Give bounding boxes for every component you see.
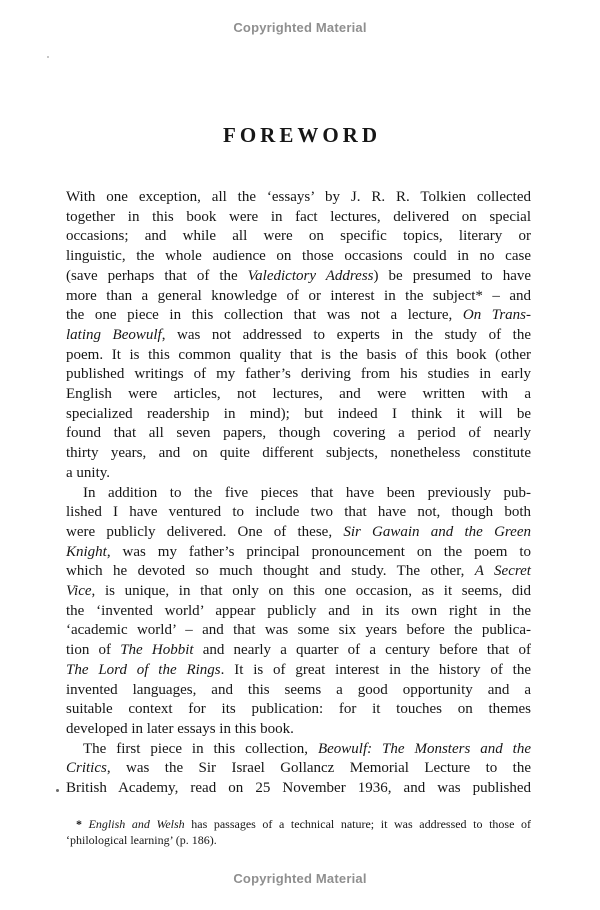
italic-work-title: The Hobbit <box>120 642 194 659</box>
text-segment: The first piece in this collection, <box>83 740 318 757</box>
text-line <box>66 503 531 523</box>
text-line <box>66 602 531 622</box>
text-segment: has passages of a technical nature; it was addressed to those of <box>184 817 531 831</box>
text-segment: , was the Sir Israel Gollancz Memorial Lecture to the <box>106 760 531 777</box>
text-line <box>66 464 531 484</box>
italic-work-title: Valedictory Address <box>247 267 374 284</box>
text-line <box>66 188 531 208</box>
text-line <box>66 444 531 464</box>
text-segment: ‘academic world’ – and that was some six years before the publica- <box>66 622 531 639</box>
text-line <box>66 582 531 602</box>
italic-work-title: A Secret <box>474 563 531 580</box>
text-segment: , was not addressed to experts in the study of the <box>161 326 531 343</box>
text-line <box>66 817 531 833</box>
text-segment: (save perhaps that of the <box>66 267 248 284</box>
text-segment: together in this book were in fact lectures, delivered on special <box>66 208 531 225</box>
text-segment: * <box>76 817 89 831</box>
text-segment: . It is of great interest in the history of the <box>220 661 531 678</box>
paragraph <box>66 484 531 740</box>
text-segment: In addition to the five pieces that have been previously pub- <box>83 484 531 501</box>
text-segment: a unity. <box>66 464 111 481</box>
italic-work-title: The Lord of the Rings <box>66 661 221 678</box>
text-line <box>66 759 531 779</box>
text-segment: thirty years, and on quite different subjects, nonetheless constitute <box>66 445 531 462</box>
text-segment: the one piece in this collection that was not a lecture, <box>66 307 463 324</box>
copyright-watermark-top: Copyrighted Material <box>233 20 367 35</box>
text-line <box>66 287 531 307</box>
text-segment: , was my father’s principal pronouncement on the poem to <box>106 543 531 560</box>
text-line <box>66 326 531 346</box>
scan-speck-top <box>47 56 49 58</box>
text-line <box>66 720 531 740</box>
text-segment: found that all seven papers, though covering a period of nearly <box>66 425 531 442</box>
text-segment: British Academy, read on 25 November 1936, and was published <box>66 780 531 797</box>
text-segment: which he devoted so much thought and study. The other, <box>66 563 475 580</box>
text-segment: were publicly delivered. One of these, <box>66 523 344 540</box>
text-line <box>66 306 531 326</box>
italic-work-title: Vice <box>66 583 92 600</box>
text-segment: the ‘invented world’ appear publicly and in its own right in the <box>66 602 531 619</box>
text-line <box>66 267 531 287</box>
text-line <box>66 700 531 720</box>
footnote <box>66 817 531 848</box>
italic-work-title: lating Beowulf <box>66 326 162 343</box>
italic-work-title: Sir Gawain and the Green <box>343 523 532 540</box>
text-line <box>66 833 531 849</box>
italic-work-title: Knight <box>66 543 107 560</box>
text-segment: lished I have ventured to include two that have not, though both <box>66 504 531 521</box>
italic-work-title: Beowulf: The Monsters and the <box>317 740 531 757</box>
text-line <box>66 365 531 385</box>
text-line <box>66 562 531 582</box>
page-title: FOREWORD <box>223 123 381 147</box>
text-line <box>66 523 531 543</box>
text-segment: occasions; and while all were on specific topics, literary or <box>66 228 531 245</box>
text-line <box>66 661 531 681</box>
text-line <box>66 405 531 425</box>
text-segment: poem. It is this common quality that is the basis of this book (other <box>66 346 531 363</box>
text-line <box>66 621 531 641</box>
copyright-watermark-bottom: Copyrighted Material <box>233 871 367 886</box>
text-segment: linguistic, the whole audience on those occasions could in no case <box>66 248 531 265</box>
italic-work-title: Critics <box>66 760 107 777</box>
text-line <box>66 385 531 405</box>
text-segment: developed in later essays in this book. <box>66 720 294 737</box>
scan-speck-margin <box>56 789 59 792</box>
text-line <box>66 247 531 267</box>
text-segment: With one exception, all the ‘essays’ by J. R. R. Tolkien collected <box>66 189 531 205</box>
text-line <box>66 681 531 701</box>
text-line <box>66 543 531 563</box>
text-segment: specialized readership in mind); but indeed I think it will be <box>66 405 531 422</box>
text-segment: English were articles, not lectures, and were written with a <box>66 386 531 403</box>
text-segment: published writings of my father’s deriving from his studies in early <box>66 366 531 383</box>
text-line <box>66 208 531 228</box>
text-segment: , is unique, in that only on this one occasion, as it seems, did <box>91 583 531 600</box>
text-segment: more than a general knowledge of or interest in the subject* – and <box>66 287 531 304</box>
body-text <box>66 188 531 799</box>
text-line <box>66 227 531 247</box>
text-line <box>66 641 531 661</box>
text-segment: invented languages, and this seems a good opportunity and a <box>66 681 531 698</box>
italic-work-title: On Trans- <box>462 307 531 324</box>
text-line <box>66 346 531 366</box>
text-segment: tion of <box>66 642 121 659</box>
text-line <box>66 424 531 444</box>
text-line <box>66 779 531 799</box>
text-segment: ‘philological learning’ (p. 186). <box>66 832 217 847</box>
text-line <box>66 484 531 504</box>
italic-work-title: English and Welsh <box>88 817 185 831</box>
text-segment: suitable context for its publication: for it touches on themes <box>66 701 531 718</box>
text-line <box>66 740 531 760</box>
text-segment: and nearly a quarter of a century before that of <box>193 642 531 659</box>
paragraph <box>66 188 531 484</box>
text-segment: ) be presumed to have <box>373 267 532 284</box>
paragraph <box>66 740 531 799</box>
